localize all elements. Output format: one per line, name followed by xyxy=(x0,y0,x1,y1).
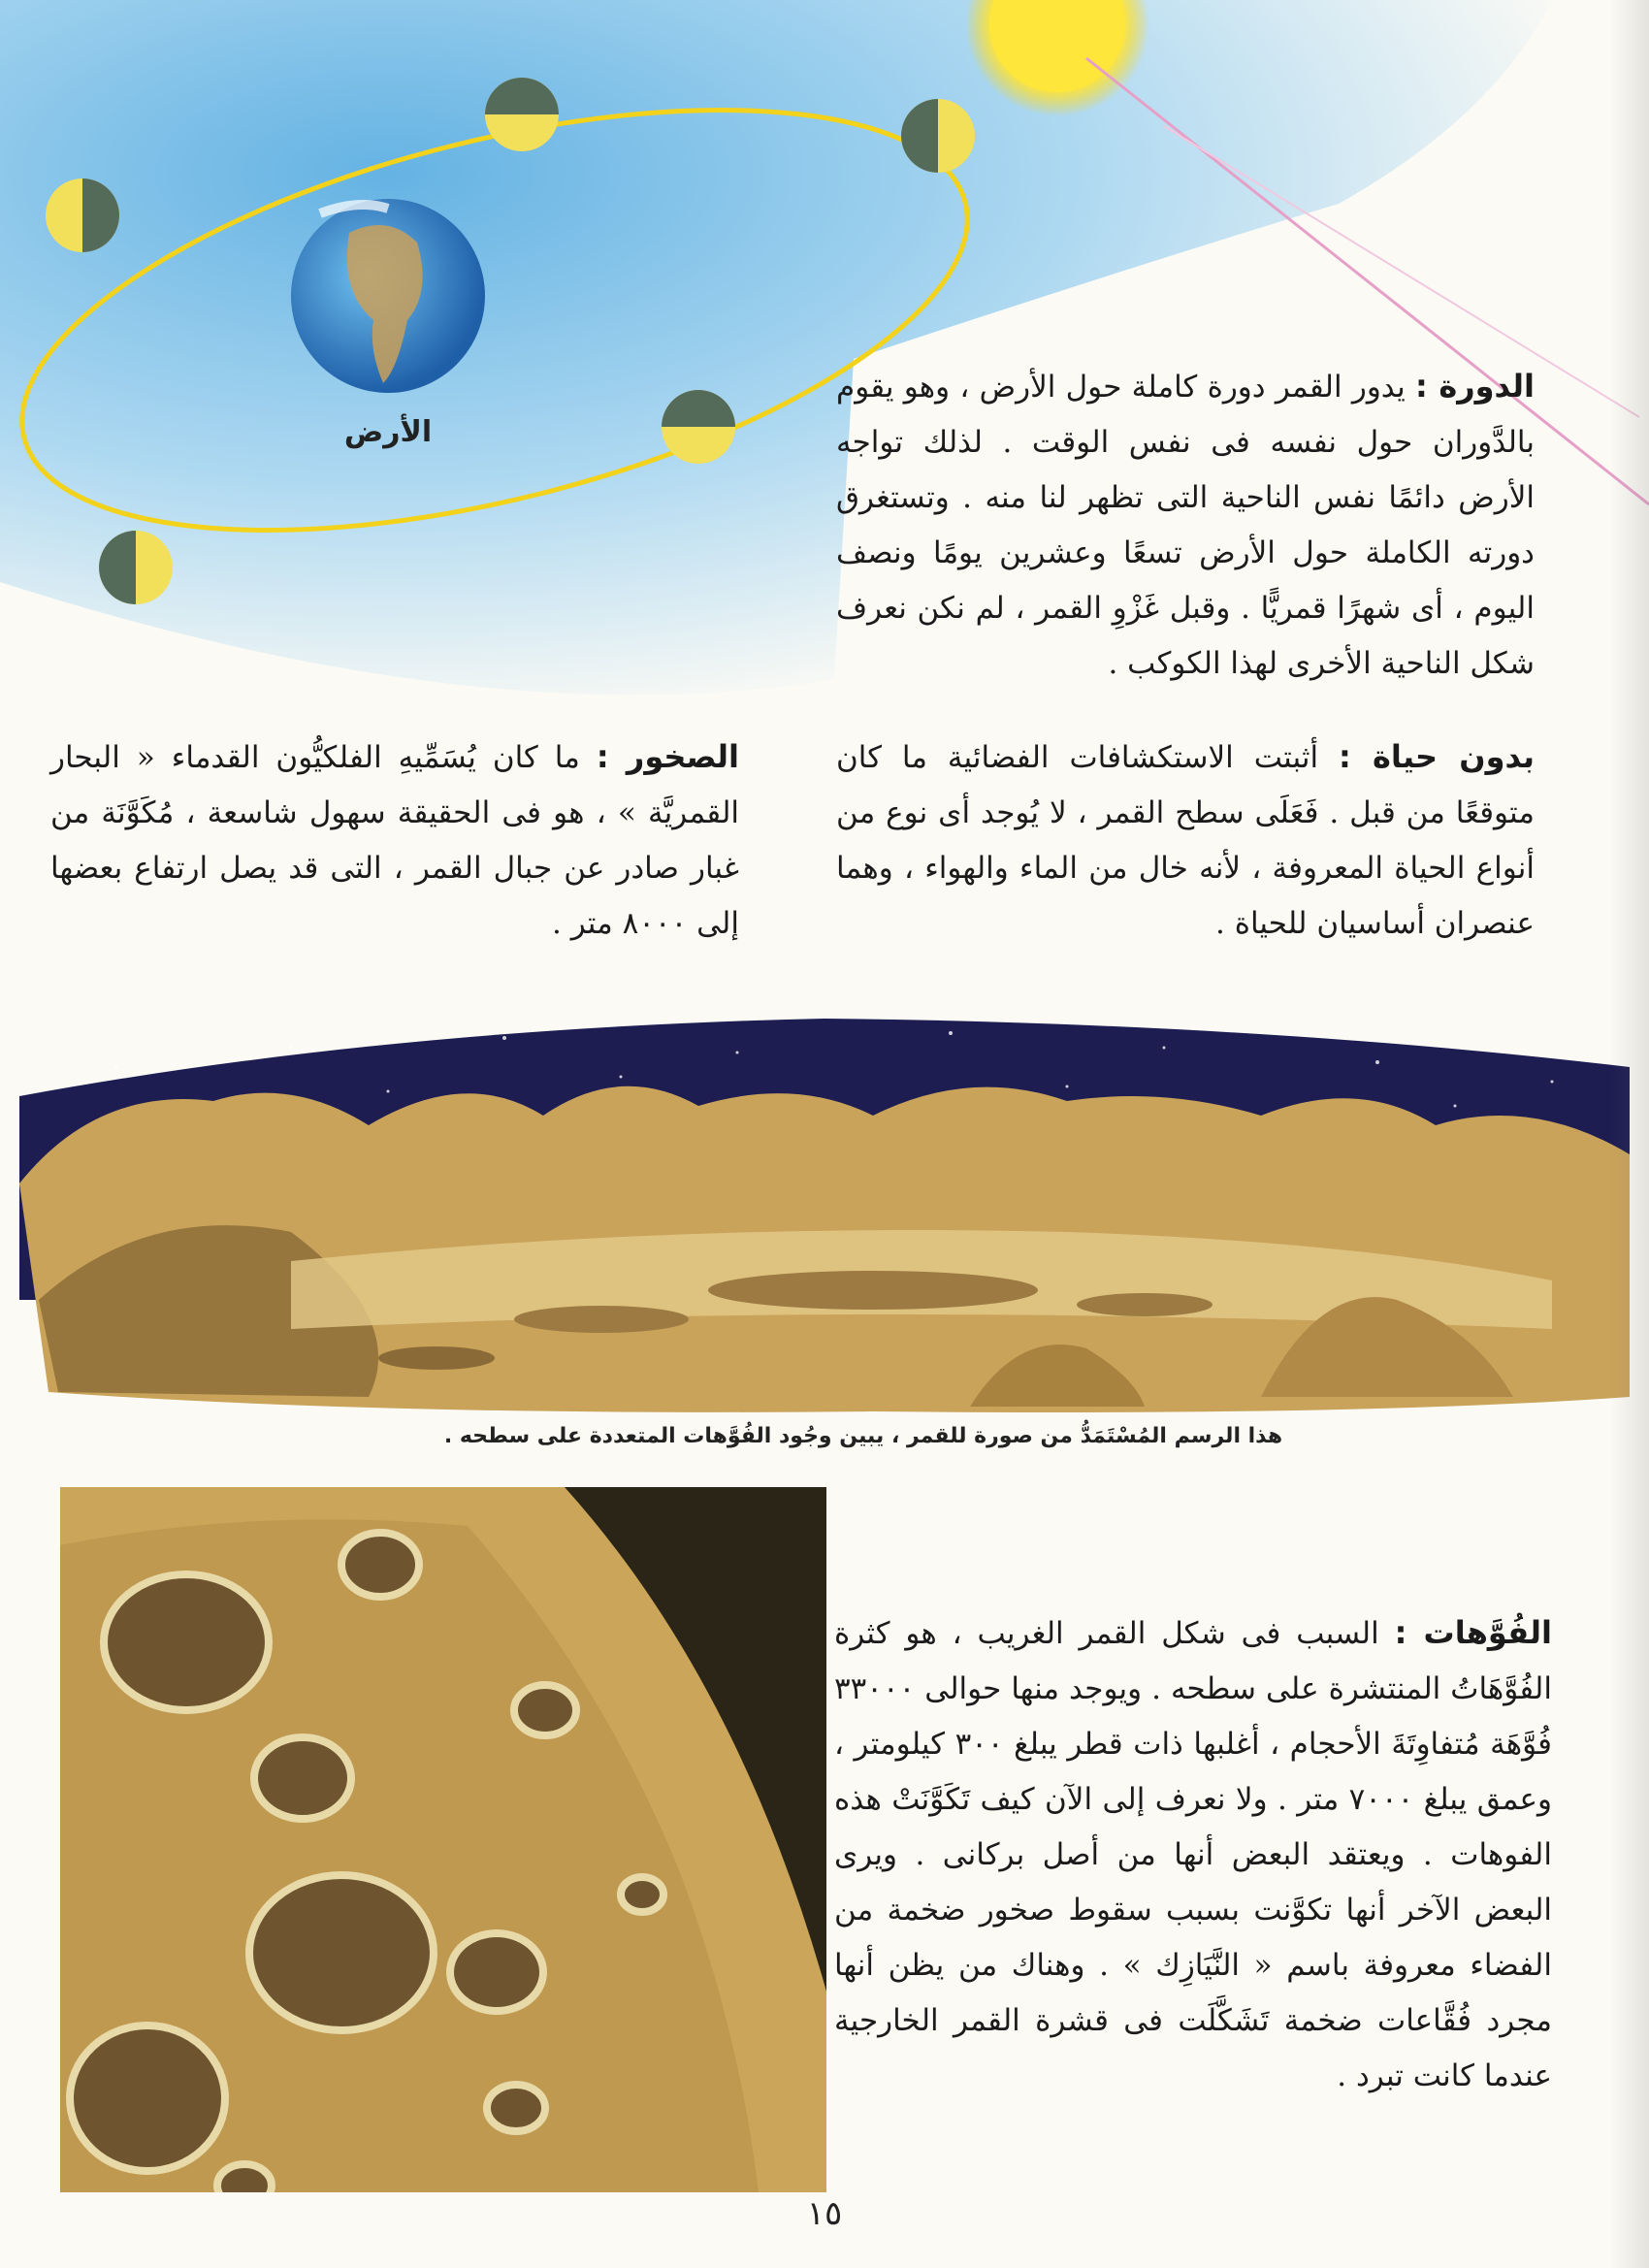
craters-paragraph xyxy=(834,1605,1552,2104)
orbit-body: يدور القمر دورة كاملة حول الأرض ، وهو يقوم بالدَّوران حول نفسه فى نفس الوقت . لذلك تواجه الأرض دائمًا نفس الناحية التى تظهر لنا منه . وتستغرق دورته الكاملة حول الأرض تسعًا وعشرين يومًا ونصف اليوم ، أى شهرًا قمريًّا . وقبل غَزْوِ القمر ، لم نكن نعرف شكل الناحية الأخرى لهذا الكوكب . xyxy=(836,370,1535,681)
rocks-paragraph xyxy=(50,729,739,952)
landscape-caption: هذا الرسم المُسْتَمَدُّ من صورة للقمر ، يبين وجُود الفُوَّهات المتعددة على سطحه . xyxy=(443,1424,1283,1448)
no-life-paragraph xyxy=(836,729,1535,952)
orbit-heading: الدورة : xyxy=(1414,368,1535,405)
orbit-paragraph xyxy=(836,359,1535,692)
lunar-landscape-illustration xyxy=(0,1009,1649,1426)
no-life-body: أثبتت الاستكشافات الفضائية ما كان متوقعًا من قبل . فَعَلَى سطح القمر ، لا يُوجد أى نوع من أنواع الحياة المعروفة ، لأنه خال من الماء والهواء ، وهما عنصران أساسيان للحياة . xyxy=(836,740,1535,941)
page-number: ١٥ xyxy=(806,2194,843,2233)
rocks-heading: الصخور : xyxy=(596,738,739,775)
craters-body: السبب فى شكل القمر الغريب ، هو كثرة الفُوَّهَاتُ المنتشرة على سطحه . ويوجد منها حوالى ٣٣٠٠٠ فُوَّهَة مُتفاوِتَةَ الأحجام ، أغلبها ذات قطر يبلغ ٣٠٠ كيلومتر ، وعمق يبلغ ٧٠٠٠ متر . ولا نعرف إلى الآن كيف تَكَوَّنَتْ هذه الفوهات . ويعتقد البعض أنها من أصل بركانى . ويرى البعض الآخر أنها تكوَّنت بسبب سقوط صخور ضخمة من الفضاء معروفة باسم « النَّيَازِك » . وهناك من يظن أنها مجرد فُقَّاعات ضخمة تَشَكَّلَت فى قشرة القمر الخارجية عندما كانت تبرد . xyxy=(834,1616,1552,2093)
moon-craters-illustration xyxy=(60,1487,826,2192)
page-edge-shadow xyxy=(1610,0,1649,2268)
earth-label: الأرض xyxy=(343,415,433,449)
craters-heading: الفُوَّهات : xyxy=(1394,1614,1552,1651)
rocks-body: ما كان يُسَمِّيهِ الفلكيُّون القدماء « البحار القمريَّة » ، هو فى الحقيقة سهول شاسعة ، مُكَوَّنَة من غبار صادر عن جبال القمر ، التى قد يصل ارتفاع بعضها إلى ٨٠٠٠ متر . xyxy=(50,740,739,941)
no-life-heading: بدون حياة : xyxy=(1339,738,1535,775)
